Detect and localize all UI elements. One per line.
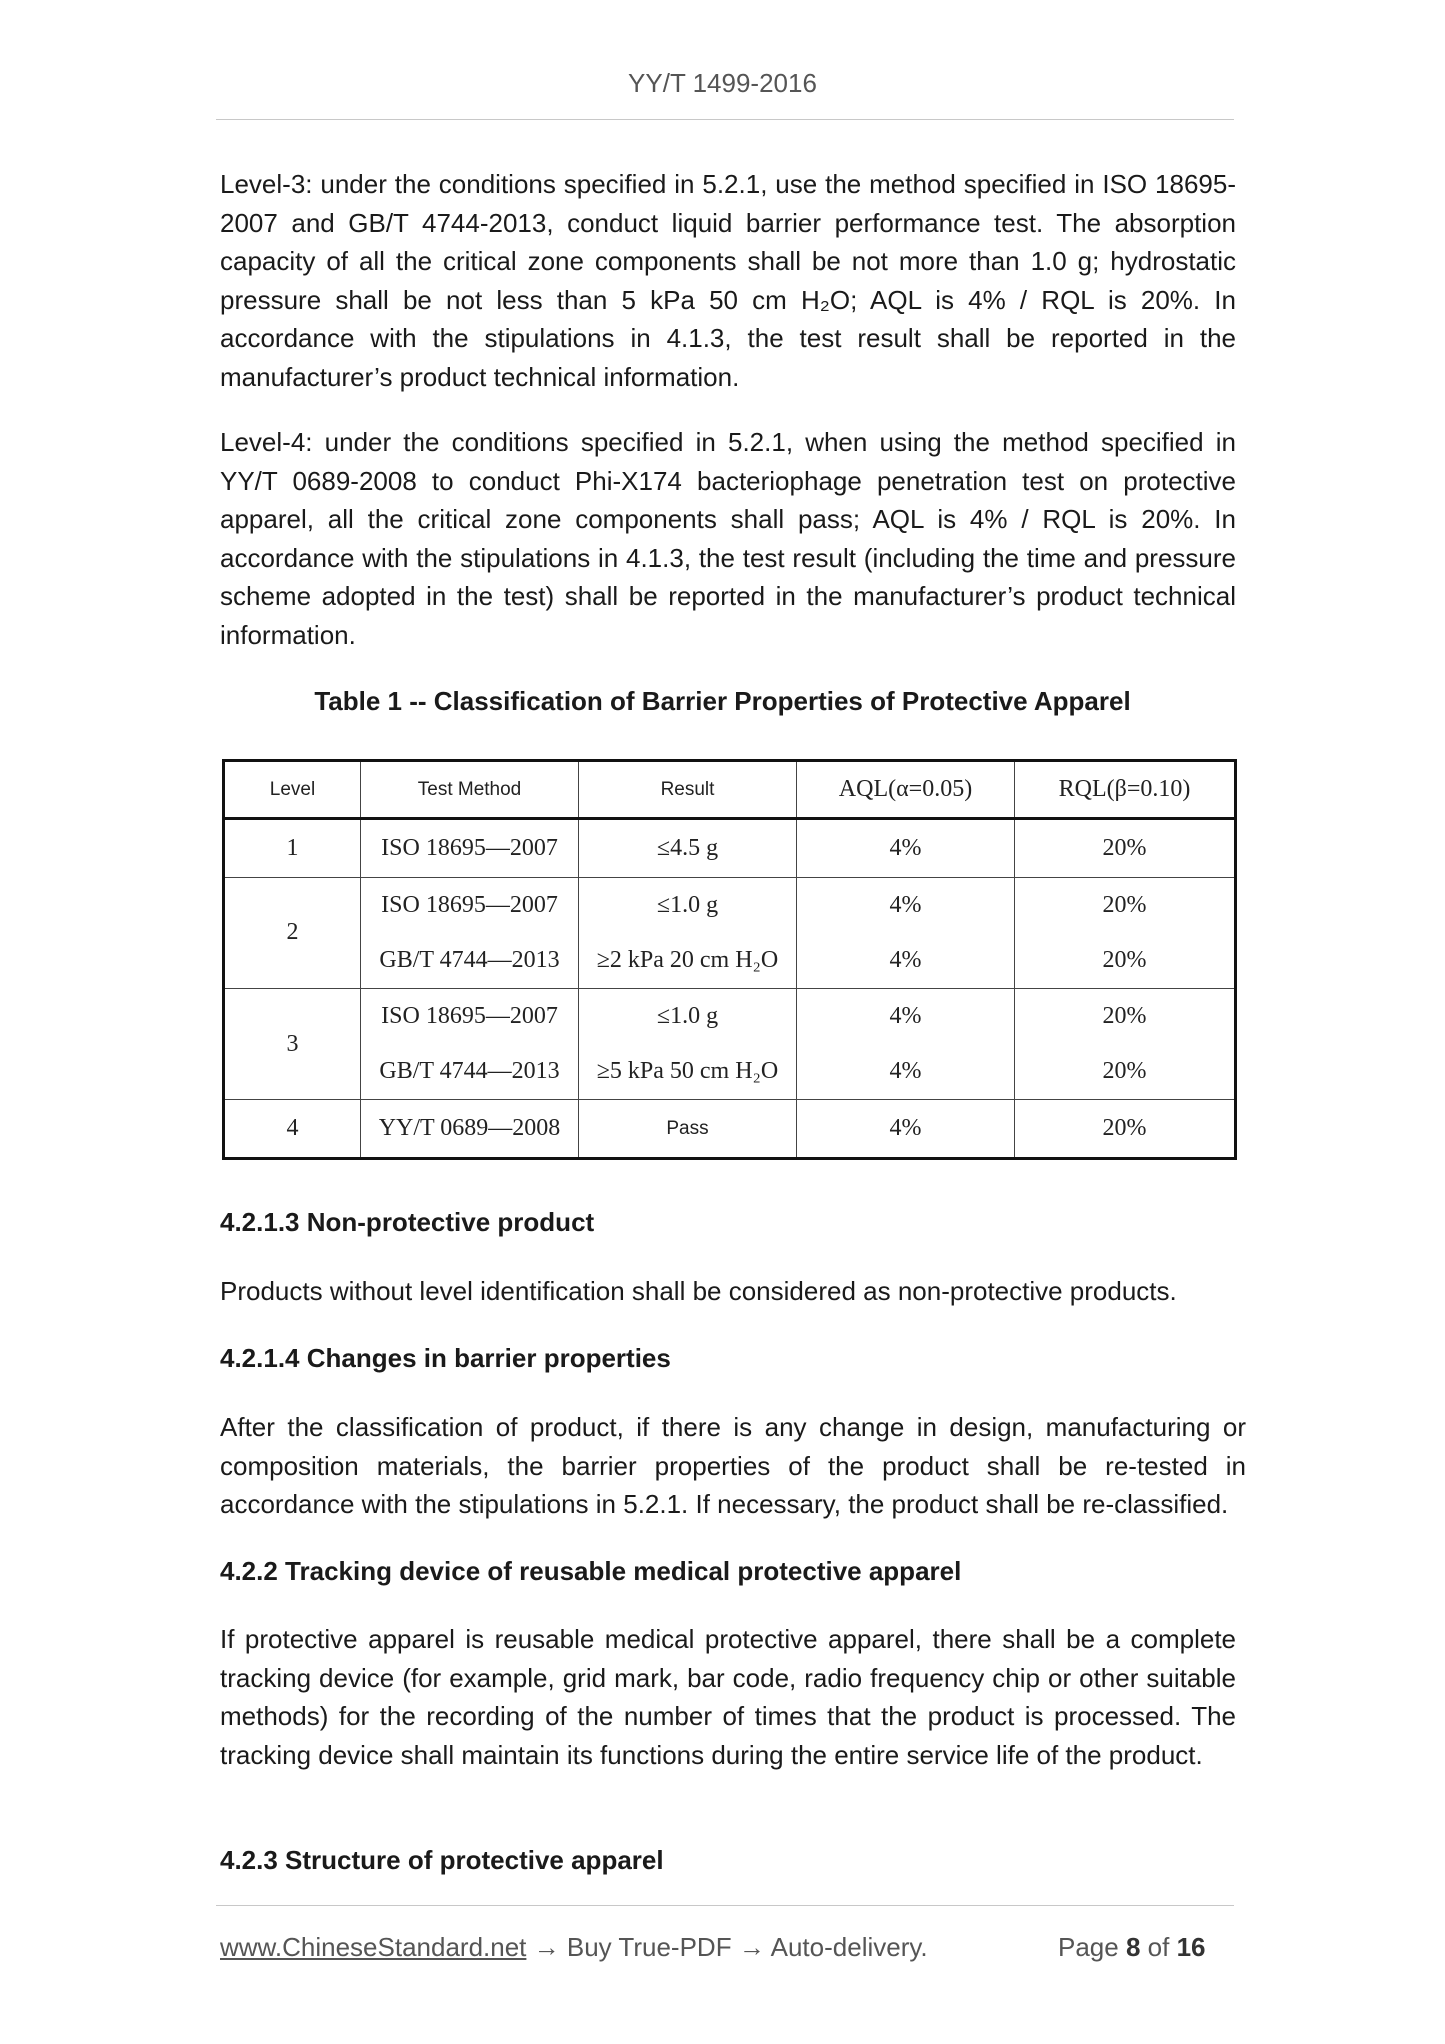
- cell-result: ≥2 kPa 20 cm H₂O: [579, 933, 797, 989]
- header-rql: RQL(β=0.10): [1015, 761, 1236, 819]
- paragraph-level-4: Level-4: under the conditions specified in 5.2.1, when using the method specified in YY/T 0689-2008 to conduct Phi-X174 bacteriophage penetration test on protective apparel, all the critical zone components shall pass; AQL is 4% / RQL is 20%. In accordance with the stipulations in 4.1.3, the test result (including the time and pressure scheme adopted in the test) shall be reported in the manufacturer’s product technical information.: [220, 427, 1236, 650]
- cell-rql: 20%: [1015, 877, 1236, 933]
- cell-method: GB/T 4744—2013: [361, 933, 579, 989]
- header-result: Result: [579, 761, 797, 819]
- paragraph-changes: After the classification of product, if there is any change in design, manufacturing or composition materials, the barrier properties of the product shall be re-tested in accordance with the stipulations in 5.2.1. If necessary, the product shall be re-classified.: [220, 1412, 1246, 1519]
- table-row: [224, 933, 1236, 989]
- cell-rql: 20%: [1015, 1044, 1236, 1100]
- of-word: of: [1147, 1932, 1170, 1962]
- footer-rule: [216, 1905, 1234, 1906]
- page-word: Page: [1058, 1932, 1119, 1962]
- cell-method: ISO 18695—2007: [361, 877, 579, 933]
- classification-table: [222, 759, 1237, 1160]
- cell-method: ISO 18695—2007: [361, 988, 579, 1044]
- footer-buy: Buy True-PDF: [566, 1932, 732, 1962]
- paragraph-tracking: If protective apparel is reusable medical protective apparel, there shall be a complete tracking device (for example, grid mark, bar code, radio frequency chip or other suitable methods) for the recording of the number of times that the product is processed. The tracking device shall maintain its functions during the entire service life of the product.: [220, 1624, 1236, 1770]
- footer-link[interactable]: www.ChineseStandard.net: [220, 1932, 527, 1962]
- cell-rql: 20%: [1015, 933, 1236, 989]
- arrow-right-icon: →: [738, 1932, 765, 1962]
- table-row: [224, 1044, 1236, 1100]
- cell-result: Pass: [579, 1100, 797, 1159]
- cell-aql: 4%: [797, 988, 1015, 1044]
- cell-aql: 4%: [797, 819, 1015, 878]
- header-rule: [216, 119, 1234, 120]
- cell-rql: 20%: [1015, 819, 1236, 878]
- table-row: [224, 1100, 1236, 1159]
- footer-promo: [220, 1932, 928, 1963]
- heading-4-2-1-4: 4.2.1.4 Changes in barrier properties: [220, 1343, 671, 1373]
- table-row: [224, 988, 1236, 1044]
- cell-result: ≤1.0 g: [579, 988, 797, 1044]
- page-header-title: YY/T 1499-2016: [628, 68, 817, 98]
- cell-level: 4: [224, 1100, 361, 1159]
- cell-level: 3: [224, 988, 361, 1099]
- cell-result: ≥5 kPa 50 cm H₂O: [579, 1044, 797, 1100]
- cell-rql: 20%: [1015, 1100, 1236, 1159]
- heading-4-2-3: 4.2.3 Structure of protective apparel: [220, 1845, 664, 1875]
- footer-delivery: Auto-delivery.: [770, 1932, 928, 1962]
- page-number: 8: [1125, 1932, 1141, 1962]
- cell-level: 2: [224, 877, 361, 988]
- table-row: [224, 877, 1236, 933]
- cell-level: 1: [224, 819, 361, 878]
- paragraph-non-protective: Products without level identification shall be considered as non-protective products.: [220, 1276, 1177, 1306]
- cell-result: ≤4.5 g: [579, 819, 797, 878]
- table-header-row: [224, 761, 1236, 819]
- header-level: Level: [224, 761, 361, 819]
- cell-aql: 4%: [797, 1044, 1015, 1100]
- cell-method: ISO 18695—2007: [361, 819, 579, 878]
- table-caption: Table 1 -- Classification of Barrier Properties of Protective Apparel: [314, 686, 1131, 716]
- cell-aql: 4%: [797, 1100, 1015, 1159]
- cell-aql: 4%: [797, 933, 1015, 989]
- table-row: [224, 819, 1236, 878]
- heading-4-2-1-3: 4.2.1.3 Non-protective product: [220, 1207, 595, 1237]
- cell-rql: 20%: [1015, 988, 1236, 1044]
- header-test-method: Test Method: [361, 761, 579, 819]
- header-aql: AQL(α=0.05): [797, 761, 1015, 819]
- paragraph-level-3: Level-3: under the conditions specified in 5.2.1, use the method specified in ISO 18695-2007 and GB/T 4744-2013, conduct liquid barrier performance test. The absorption capacity of all the critical zone components shall be not more than 1.0 g; hydrostatic pressure shall be not less than 5 kPa 50 cm H₂O; AQL is 4% / RQL is 20%. In accordance with the stipulations in 4.1.3, the test result shall be reported in the manufacturer’s product technical information.: [220, 169, 1236, 392]
- page-total: 16: [1176, 1932, 1206, 1962]
- page-indicator: [1058, 1932, 1206, 1963]
- cell-method: YY/T 0689—2008: [361, 1100, 579, 1159]
- cell-aql: 4%: [797, 877, 1015, 933]
- arrow-right-icon: →: [533, 1932, 560, 1962]
- cell-method: GB/T 4744—2013: [361, 1044, 579, 1100]
- cell-result: ≤1.0 g: [579, 877, 797, 933]
- heading-4-2-2: 4.2.2 Tracking device of reusable medical protective apparel: [220, 1556, 962, 1586]
